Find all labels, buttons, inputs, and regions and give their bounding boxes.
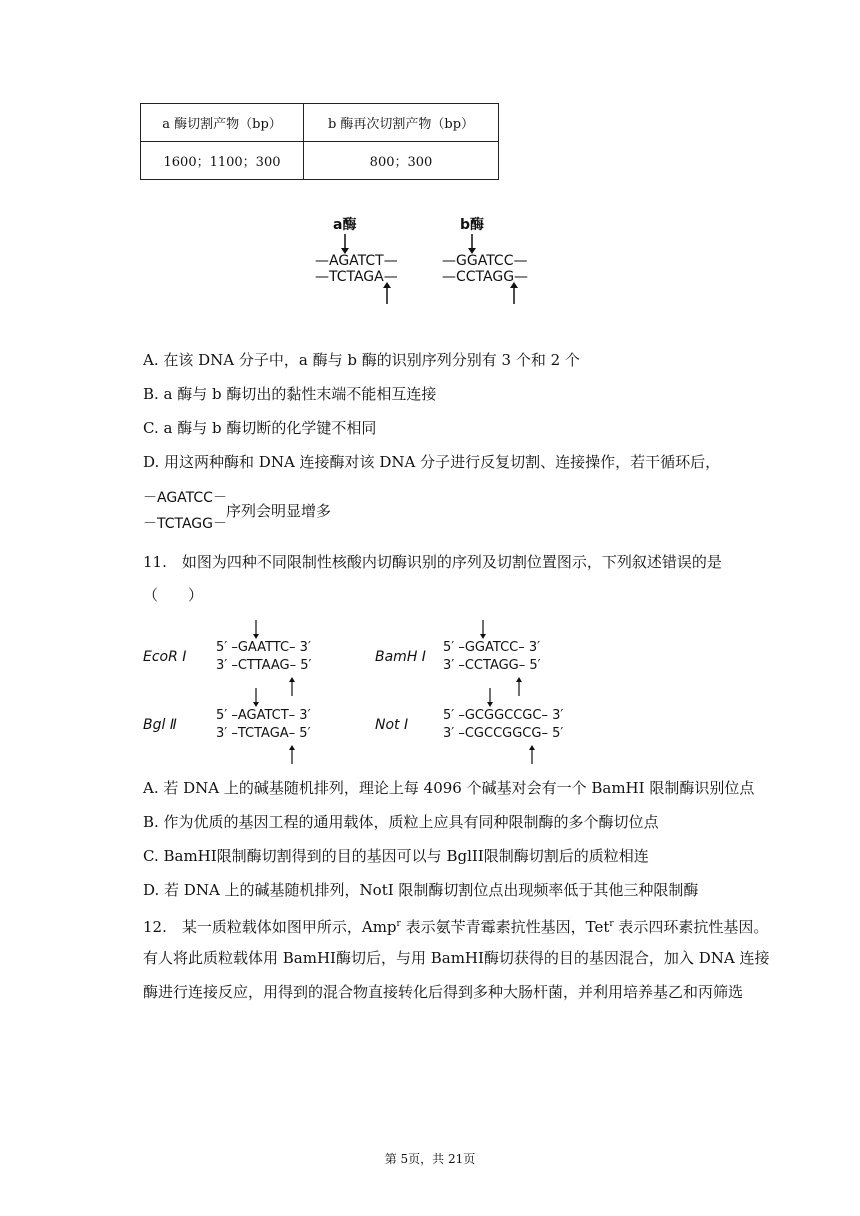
bglii-top-strand: 5′ –AGATCT– 3′	[216, 708, 311, 723]
table-header-cell: a 酶切割产物（bp）	[141, 104, 304, 142]
restriction-enzymes-figure	[143, 618, 593, 768]
q10-seq-bottom: －TCTAGG－	[143, 516, 227, 532]
bamhi-top-strand: 5′ –GGATCC– 3′	[443, 640, 541, 655]
q12-line-1	[143, 914, 768, 937]
enzyme-name-bglii: Bgl Ⅱ	[143, 717, 177, 733]
enzyme-a-label: a酶	[333, 217, 357, 233]
enzyme-a-bottom-strand: —TCTAGA—	[315, 269, 398, 285]
table-header-row	[141, 104, 499, 142]
q11-option-a: A. 若 DNA 上的碱基随机排列，理论上每 4096 个碱基对会有一个 BamHI 限制酶识别位点	[143, 779, 755, 797]
enzyme-name-ecori: EcoR Ⅰ	[143, 649, 187, 665]
q10-seq-top: －AGATCC－	[143, 490, 227, 506]
q10-option-a: A. 在该 DNA 分子中，a 酶与 b 酶的识别序列分别有 3 个和 2 个	[143, 351, 580, 369]
q11-option-c: C. BamHI限制酶切割得到的目的基因可以与 BglII限制酶切割后的质粒相连	[143, 847, 649, 865]
q12-text: 表示氨苄青霉素抗性基因，Tet	[400, 918, 610, 936]
enzyme-ab-figure	[315, 212, 545, 307]
q11-option-b: B. 作为优质的基因工程的通用载体，质粒上应具有同种限制酶的多个酶切位点	[143, 813, 659, 831]
q10-option-d: D. 用这两种酶和 DNA 连接酶对该 DNA 分子进行反复切割、连接操作，若干循环后，	[143, 453, 721, 471]
q11-answer-paren: （ ）	[143, 586, 204, 604]
table-row	[141, 142, 499, 180]
table-cell: 1600；1100；300	[141, 142, 304, 180]
bglii-bottom-strand: 3′ –TCTAGA– 5′	[216, 726, 311, 741]
noti-top-strand: 5′ –GCGGCCGC– 3′	[443, 708, 564, 723]
q10-option-b: B. a 酶与 b 酶切出的黏性末端不能相互连接	[143, 385, 437, 403]
enzyme-name-bamhi: BamH Ⅰ	[375, 649, 426, 665]
enzyme-b-top-strand: —GGATCC—	[442, 253, 528, 269]
ecori-bottom-strand: 3′ –CTTAAG– 5′	[216, 658, 312, 673]
q10-option-c: C. a 酶与 b 酶切断的化学键不相同	[143, 419, 377, 437]
q12-text: 12. 某一质粒载体如图甲所示，Amp	[143, 918, 397, 936]
cut-products-table	[140, 103, 499, 180]
q11-option-d: D. 若 DNA 上的碱基随机排列，NotI 限制酶切割位点出现频率低于其他三种限制酶	[143, 881, 699, 899]
noti-bottom-strand: 3′ –CGCCGGCG– 5′	[443, 726, 564, 741]
q12-text: 表示四环素抗性基因。	[613, 918, 769, 936]
ecori-top-strand: 5′ –GAATTC– 3′	[216, 640, 311, 655]
enzyme-b-label: b酶	[460, 217, 485, 233]
table-header-cell: b 酶再次切割产物（bp）	[304, 104, 499, 142]
q12-line-3: 酶进行连接反应，用得到的混合物直接转化后得到多种大肠杆菌，并利用培养基乙和丙筛选	[143, 983, 744, 1001]
page-footer: 第 5页，共 21页	[384, 1152, 476, 1166]
enzyme-b-bottom-strand: —CCTAGG—	[442, 269, 529, 285]
q12-line-2: 有人将此质粒载体用 BamHI酶切后，与用 BamHI酶切获得的目的基因混合，加入 DNA 连接	[143, 949, 770, 967]
enzyme-a-top-strand: —AGATCT—	[315, 253, 398, 269]
q10-seq-suffix: 序列会明显增多	[226, 502, 332, 520]
enzyme-name-noti: Not Ⅰ	[375, 717, 409, 733]
table-cell: 800；300	[304, 142, 499, 180]
q12-superscript: r	[609, 919, 614, 929]
q12-superscript: r	[396, 919, 401, 929]
q11-stem: 11. 如图为四种不同限制性核酸内切酶识别的序列及切割位置图示，下列叙述错误的是	[143, 553, 722, 571]
bamhi-bottom-strand: 3′ –CCTAGG– 5′	[443, 658, 541, 673]
